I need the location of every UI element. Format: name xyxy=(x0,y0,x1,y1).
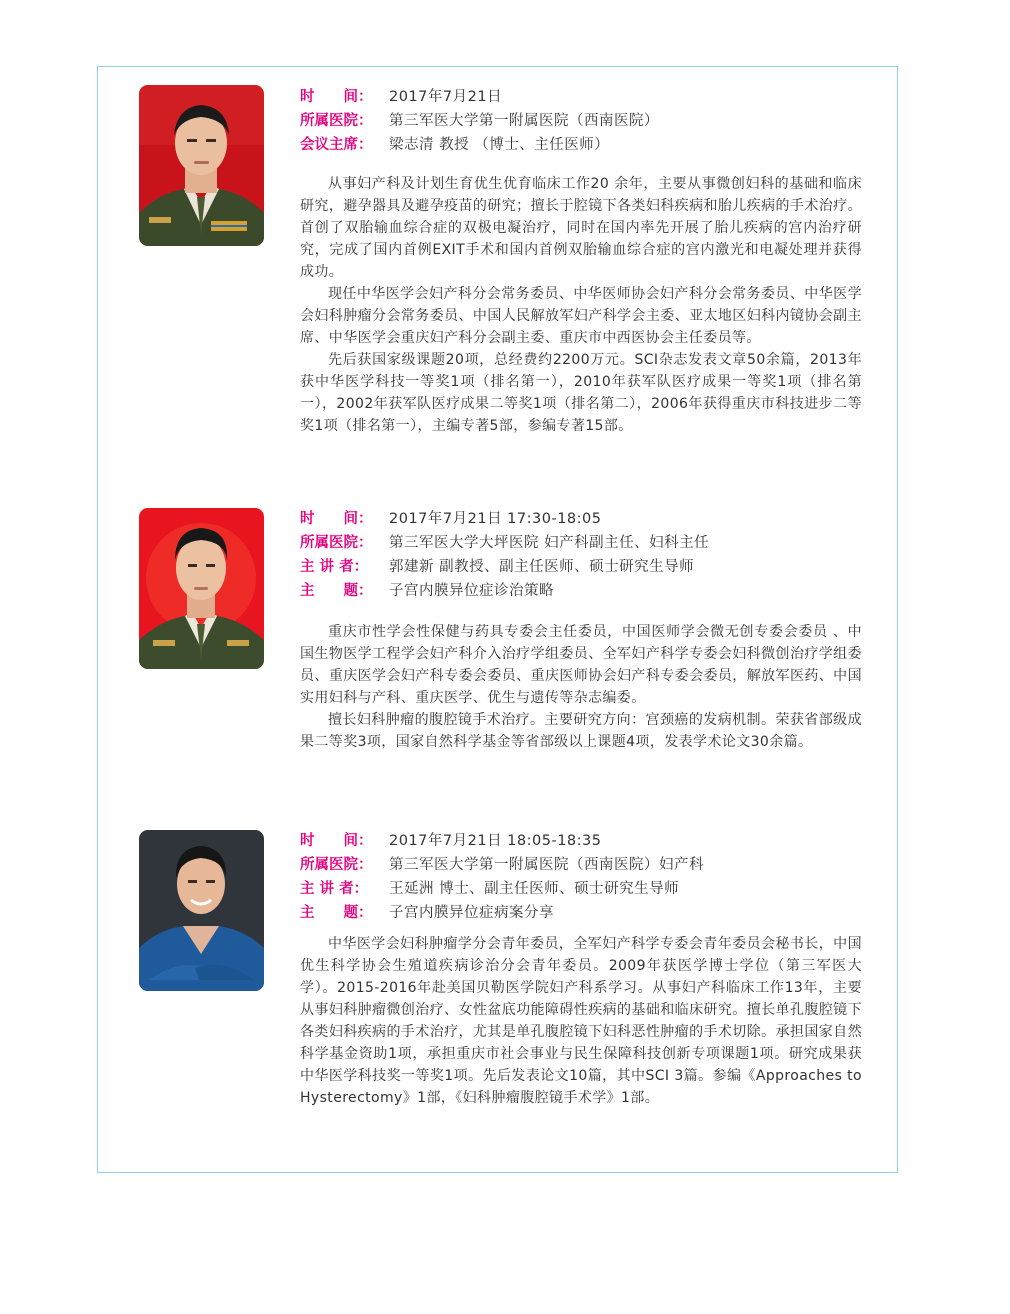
speaker-label: 主 讲 者： xyxy=(300,559,369,575)
speaker-info-1 xyxy=(300,85,862,437)
hospital-row xyxy=(300,853,862,877)
chair-value: 梁志清 教授 （博士、主任医师） xyxy=(389,137,610,153)
time-label: 时 间： xyxy=(300,833,373,849)
speaker-bio-3 xyxy=(300,933,862,1109)
time-label: 时 间： xyxy=(300,89,373,105)
meeting-time-row xyxy=(300,85,862,109)
topic-label: 主 题： xyxy=(300,583,373,599)
hospital-value: 第三军医大学第一附属医院（西南医院） xyxy=(389,113,659,129)
bio-paragraph: 重庆市性学会性保健与药具专委会主任委员，中国医师学会微无创专委会委员 、中国生物医学工程学会妇产科介入治疗学组委员、全军妇产科学专委会妇科微创治疗学组委员、重庆医学会妇产科专委会委员、重庆医师协会妇产科专委会委员，解放军医药、中国实用妇科与产科、重庆医学、优生与遗传等杂志编委。 xyxy=(300,624,862,706)
meeting-time-row xyxy=(300,829,862,853)
speaker-info-3 xyxy=(300,829,862,1109)
speaker-value: 郭建新 副教授、副主任医师、硕士研究生导师 xyxy=(389,559,695,575)
time-value: 2017年7月21日 xyxy=(389,89,503,105)
speaker-label: 主 讲 者： xyxy=(300,881,369,897)
speaker-photo-1 xyxy=(139,85,264,246)
meeting-time-row xyxy=(300,507,862,531)
speaker-info-2 xyxy=(300,507,862,753)
time-value: 2017年7月21日 18:05-18:35 xyxy=(389,833,602,849)
hospital-label: 所属医院： xyxy=(300,113,373,129)
hospital-label: 所属医院： xyxy=(300,857,373,873)
bio-paragraph: 先后获国家级课题20项，总经费约2200万元。SCI杂志发表文章50余篇，2013年获中华医学科技一等奖1项（排名第一），2010年获军队医疗成果一等奖1项（排名第一），2002年获军队医疗成果二等奖1项（排名第二），2006年获得重庆市科技进步二等奖1项（排名第一），主编专著5部，参编专著15部。 xyxy=(300,352,862,434)
hospital-value: 第三军医大学大坪医院 妇产科副主任、妇科主任 xyxy=(389,535,710,551)
speaker-photo-2 xyxy=(139,508,264,669)
topic-value: 子宫内膜异位症诊治策略 xyxy=(389,583,554,599)
chair-row xyxy=(300,133,862,157)
topic-label: 主 题： xyxy=(300,905,373,921)
bio-paragraph: 中华医学会妇科肿瘤学分会青年委员，全军妇产科学专委会青年委员会秘书长，中国优生科学协会生殖道疾病诊治分会青年委员。2009年获医学博士学位（第三军医大学）。2015-2016年赴美国贝勒医学院妇产科系学习。从事妇产科临床工作13年，主要从事妇科肿瘤微创治疗、女性盆底功能障碍性疾病的基础和临床研究。擅长单孔腹腔镜下各类妇科疾病的手术治疗，尤其是单孔腹腔镜下妇科恶性肿瘤的手术切除。承担国家自然科学基金资助1项，承担重庆市社会事业与民生保障科技创新专项课题1项。研究成果获中华医学科技奖一等奖1项。先后发表论文10篇，其中SCI 3篇。参编《Approaches to Hysterectomy》1部，《妇科肿瘤腹腔镜手术学》1部。 xyxy=(300,936,862,1106)
hospital-row xyxy=(300,531,862,555)
speaker-panel xyxy=(97,66,898,1173)
bio-paragraph: 从事妇产科及计划生育优生优育临床工作20 余年，主要从事微创妇科的基础和临床研究，避孕器具及避孕疫苗的研究；擅长于腔镜下各类妇科疾病和胎儿疾病的手术治疗。首创了双胎输血综合症的双极电凝治疗，同时在国内率先开展了胎儿疾病的宫内治疗研究，完成了国内首例EXIT手术和国内首例双胎输血综合症的宫内激光和电凝处理并获得成功。 xyxy=(300,176,862,280)
topic-value: 子宫内膜异位症病案分享 xyxy=(389,905,554,921)
time-label: 时 间： xyxy=(300,511,373,527)
speaker-value: 王延洲 博士、副主任医师、硕士研究生导师 xyxy=(389,881,680,897)
time-value: 2017年7月21日 17:30-18:05 xyxy=(389,511,602,527)
bio-paragraph: 擅长妇科肿瘤的腹腔镜手术治疗。主要研究方向：宫颈癌的发病机制。荣获省部级成果二等奖3项，国家自然科学基金等省部级以上课题4项，发表学术论文30余篇。 xyxy=(300,712,862,750)
hospital-label: 所属医院： xyxy=(300,535,373,551)
chair-label: 会议主席： xyxy=(300,137,373,153)
speaker-row xyxy=(300,555,862,579)
topic-row xyxy=(300,901,862,925)
speaker-bio-1 xyxy=(300,173,862,437)
topic-row xyxy=(300,579,862,603)
hospital-row xyxy=(300,109,862,133)
speaker-row xyxy=(300,877,862,901)
hospital-value: 第三军医大学第一附属医院（西南医院）妇产科 xyxy=(389,857,704,873)
speaker-bio-2 xyxy=(300,621,862,753)
speaker-photo-3 xyxy=(139,830,264,991)
bio-paragraph: 现任中华医学会妇产科分会常务委员、中华医师协会妇产科分会常务委员、中华医学会妇科肿瘤分会常务委员、中国人民解放军妇产科学会主委、亚太地区妇科内镜协会副主席、中华医学会重庆妇产科分会副主委、重庆市中西医协会主任委员等。 xyxy=(300,286,862,346)
